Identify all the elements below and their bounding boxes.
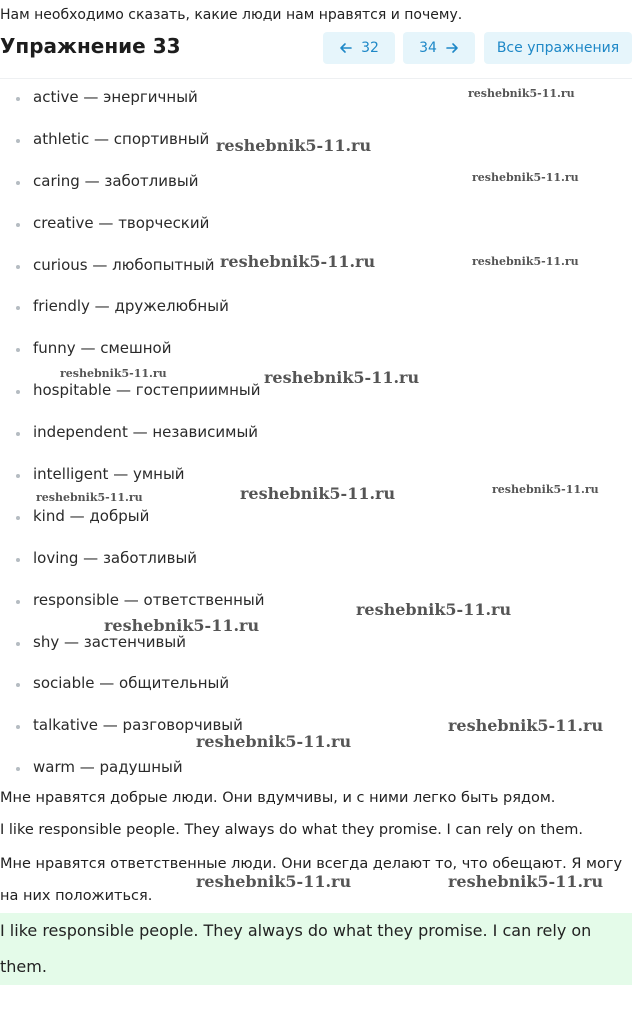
list-item-text: hospitable — гостеприимный	[33, 381, 261, 400]
list-item-text: talkative — разговорчивый	[33, 716, 243, 735]
list-item-text: creative — творческий	[33, 213, 210, 232]
list-item	[0, 77, 265, 119]
text-line-ru-responsible-2: на них положиться.	[0, 888, 153, 904]
next-exercise-button[interactable]	[403, 32, 475, 64]
list-item	[0, 747, 265, 789]
list-item-text: loving — заботливый	[33, 548, 198, 567]
next-exercise-label: 34	[419, 40, 437, 56]
list-item-text: independent — независимый	[33, 423, 259, 442]
list-item	[0, 245, 265, 287]
text-line-ru-kind: Мне нравятся добрые люди. Они вдумчивы, и с ними легко быть рядом.	[0, 790, 556, 806]
list-item-text: intelligent — умный	[33, 465, 185, 484]
list-item-text: curious — любопытный	[33, 255, 215, 274]
bullet	[16, 767, 20, 771]
watermark: reshebnik5-11.ru	[216, 136, 372, 155]
arrow-right-icon	[445, 41, 459, 55]
page-title: Упражнение 33	[0, 34, 181, 58]
answer-line-1: I like responsible people. They always do what they promise. I can rely on	[0, 921, 592, 940]
bullet	[16, 432, 20, 436]
list-item-text: caring — заботливый	[33, 171, 199, 190]
watermark: reshebnik5-11.ru	[356, 600, 512, 619]
list-item	[0, 370, 265, 412]
prev-exercise-button[interactable]	[323, 32, 395, 64]
bullet	[16, 306, 20, 310]
list-item-text: funny — смешной	[33, 339, 172, 358]
watermark: reshebnik5-11.ru	[196, 732, 352, 751]
bullet	[16, 265, 20, 269]
list-item-text: friendly — дружелюбный	[33, 297, 229, 316]
list-item-text: kind — добрый	[33, 506, 150, 525]
watermark: reshebnik5-11.ru	[60, 367, 167, 380]
prev-exercise-label: 32	[361, 40, 379, 56]
list-item	[0, 496, 265, 538]
list-item	[0, 412, 265, 454]
vocabulary-list	[0, 77, 265, 789]
list-item	[0, 328, 265, 370]
watermark: reshebnik5-11.ru	[220, 252, 376, 271]
list-item-text: athletic — спортивный	[33, 129, 210, 148]
watermark: reshebnik5-11.ru	[472, 255, 579, 268]
list-item-text: active — энергичный	[33, 88, 198, 106]
bullet	[16, 558, 20, 562]
list-item-text: shy — застенчивый	[33, 632, 186, 651]
watermark: reshebnik5-11.ru	[468, 87, 575, 100]
list-item-text: responsible — ответственный	[33, 590, 265, 609]
list-item	[0, 663, 265, 705]
watermark: reshebnik5-11.ru	[36, 491, 143, 504]
watermark: reshebnik5-11.ru	[448, 716, 604, 735]
bullet	[16, 600, 20, 604]
all-exercises-button[interactable]	[484, 32, 632, 64]
list-item	[0, 161, 265, 203]
bullet	[16, 97, 20, 101]
exercise-header	[0, 32, 632, 64]
list-item	[0, 580, 265, 622]
intro-text: Нам необходимо сказать, какие люди нам нравятся и почему.	[0, 7, 463, 23]
bullet	[16, 725, 20, 729]
list-item	[0, 119, 265, 161]
bullet	[16, 223, 20, 227]
bullet	[16, 516, 20, 520]
list-item	[0, 203, 265, 245]
bullet	[16, 348, 20, 352]
list-item-text: sociable — общительный	[33, 674, 230, 693]
bullet	[16, 390, 20, 394]
list-item	[0, 454, 265, 496]
arrow-left-icon	[339, 41, 353, 55]
watermark: reshebnik5-11.ru	[196, 872, 352, 891]
list-item	[0, 286, 265, 328]
bullet	[16, 474, 20, 478]
bullet	[16, 642, 20, 646]
watermark: reshebnik5-11.ru	[104, 616, 260, 635]
text-line-ru-responsible-1: Мне нравятся ответственные люди. Они всегда делают то, что обещают. Я могу	[0, 856, 623, 872]
list-item	[0, 538, 265, 580]
bullet	[16, 683, 20, 687]
bullet	[16, 139, 20, 143]
answer-line-2: them.	[0, 957, 47, 976]
answer-box	[0, 913, 632, 985]
watermark: reshebnik5-11.ru	[240, 484, 396, 503]
watermark: reshebnik5-11.ru	[472, 171, 579, 184]
list-item-text: warm — радушный	[33, 758, 183, 777]
bullet	[16, 181, 20, 185]
watermark: reshebnik5-11.ru	[448, 872, 604, 891]
list-item	[0, 622, 265, 664]
list-item	[0, 705, 265, 747]
all-exercises-label: Все упражнения	[496, 40, 620, 56]
watermark: reshebnik5-11.ru	[492, 483, 599, 496]
watermark: reshebnik5-11.ru	[264, 368, 420, 387]
text-line-en-responsible: I like responsible people. They always do what they promise. I can rely on them.	[0, 822, 584, 838]
